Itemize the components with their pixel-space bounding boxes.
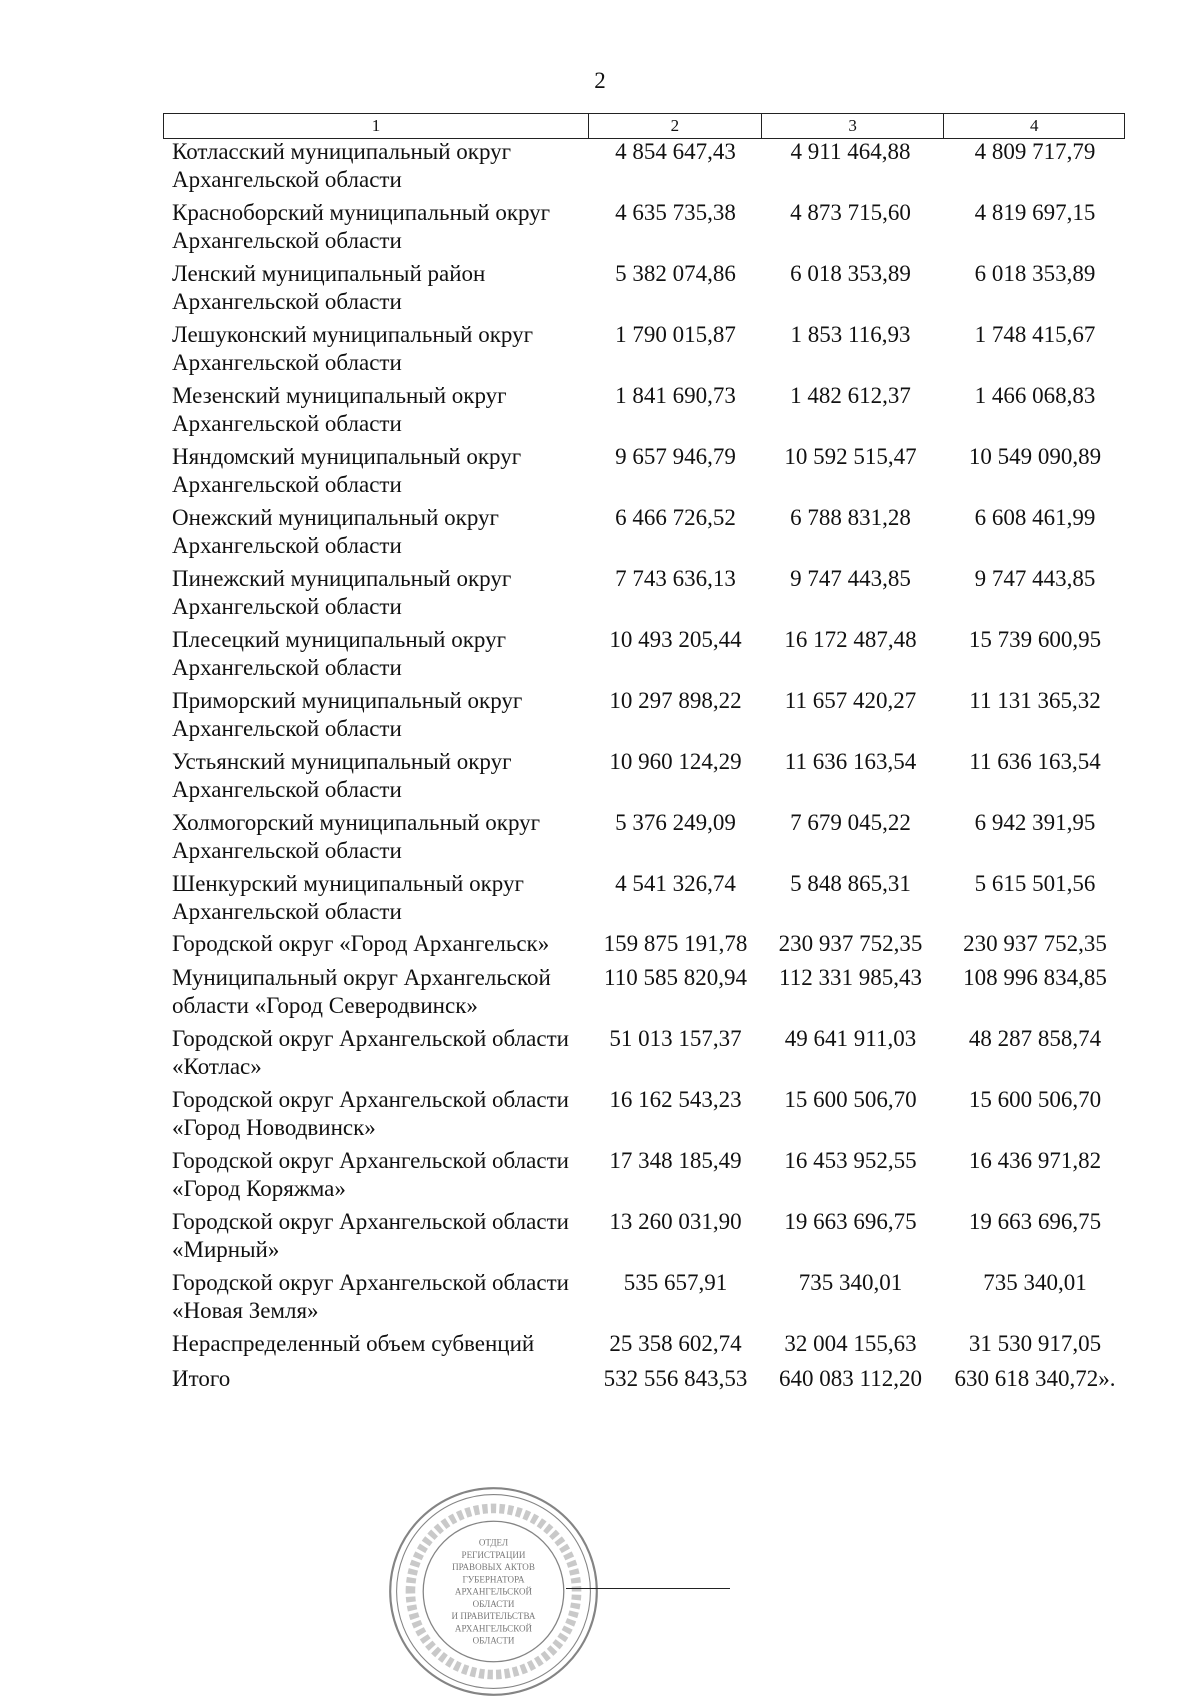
row-name: Итого (172, 1366, 231, 1391)
row-value-col3: 112 331 985,43 (779, 965, 922, 990)
row-name: Городской округ Архангельской области «Мирный» (172, 1209, 569, 1262)
row-value-col4: 6 608 461,99 (974, 505, 1096, 530)
row-value-col3: 15 600 506,70 (784, 1087, 917, 1112)
row-value-col2: 4 541 326,74 (615, 871, 736, 896)
seal-text-line: ОБЛАСТИ (472, 1635, 515, 1646)
row-value-col2: 4 635 735,38 (615, 200, 736, 225)
seal-text-line: РЕГИСТРАЦИИ (461, 1549, 526, 1560)
row-value-col3: 640 083 112,20 (779, 1366, 922, 1391)
row-value-col4: 1 748 415,67 (974, 322, 1096, 347)
row-value-col4: 230 937 752,35 (963, 931, 1107, 956)
row-value-col3: 1 482 612,37 (790, 383, 911, 408)
row-value-col4: 48 287 858,74 (968, 1026, 1102, 1051)
row-name: Шенкурский муниципальный округ Архангельской области (172, 871, 524, 924)
row-value-col3: 19 663 696,75 (784, 1209, 917, 1234)
row-value-col4: 1 466 068,83 (974, 383, 1096, 408)
row-value-col3: 11 657 420,27 (784, 688, 917, 713)
row-value-col4: 4 809 717,79 (974, 139, 1096, 164)
row-value-col2: 51 013 157,37 (609, 1026, 742, 1051)
row-value-col4: 630 618 340,72». (954, 1366, 1116, 1391)
row-name: Городской округ Архангельской области «Новая Земля» (172, 1270, 569, 1323)
row-value-col3: 16 453 952,55 (784, 1148, 917, 1173)
row-value-col4: 4 819 697,15 (974, 200, 1096, 225)
seal-text-line: ОТДЕЛ (478, 1537, 509, 1548)
row-value-col2: 10 297 898,22 (609, 688, 742, 713)
row-value-col4: 31 530 917,05 (968, 1331, 1102, 1356)
row-value-col2: 17 348 185,49 (609, 1148, 742, 1173)
seal-text-line: ГУБЕРНАТОРА (462, 1574, 525, 1585)
row-name: Няндомский муниципальный округ Архангельской области (172, 444, 522, 497)
seal-text-line: ОБЛАСТИ (472, 1598, 515, 1609)
row-value-col2: 5 376 249,09 (615, 810, 736, 835)
row-value-col4: 735 340,01 (983, 1270, 1087, 1295)
row-value-col4: 15 739 600,95 (968, 627, 1102, 652)
row-value-col2: 25 358 602,74 (609, 1331, 742, 1356)
row-value-col3: 1 853 116,93 (790, 322, 911, 347)
row-name: Красноборский муниципальный округ Архангельской области (172, 200, 551, 253)
row-value-col4: 6 942 391,95 (974, 810, 1096, 835)
row-name: Мезенский муниципальный округ Архангельской области (172, 383, 507, 436)
row-value-col2: 532 556 843,53 (603, 1366, 748, 1391)
row-value-col4: 10 549 090,89 (968, 444, 1102, 469)
row-name: Лешуконский муниципальный округ Архангельской области (172, 322, 534, 375)
row-value-col2: 9 657 946,79 (615, 444, 736, 469)
row-value-col3: 9 747 443,85 (790, 566, 911, 591)
row-value-col4: 5 615 501,56 (974, 871, 1096, 896)
row-name: Холмогорский муниципальный округ Архангельской области (172, 810, 541, 863)
row-value-col2: 16 162 543,23 (609, 1087, 742, 1112)
row-value-col3: 16 172 487,48 (784, 627, 917, 652)
row-value-col4: 6 018 353,89 (974, 261, 1096, 286)
column-header-4: 4 (943, 114, 1124, 138)
column-header-1: 1 (371, 116, 381, 135)
row-value-col3: 11 636 163,54 (784, 749, 917, 774)
row-value-col2: 6 466 726,52 (615, 505, 736, 530)
signature-line (566, 1588, 730, 1589)
row-value-col3: 5 848 865,31 (790, 871, 911, 896)
row-name: Городской округ Архангельской области «Город Коряжма» (172, 1148, 569, 1201)
row-value-col4: 9 747 443,85 (974, 566, 1096, 591)
row-value-col3: 49 641 911,03 (784, 1026, 917, 1051)
row-value-col3: 6 788 831,28 (790, 505, 911, 530)
row-name: Плесецкий муниципальный округ Архангельской области (172, 627, 507, 680)
row-value-col3: 6 018 353,89 (790, 261, 911, 286)
row-value-col4: 15 600 506,70 (968, 1087, 1102, 1112)
row-value-col4: 11 636 163,54 (969, 749, 1101, 774)
row-name: Устьянский муниципальный округ Архангельской области (172, 749, 512, 802)
seal-text-line: ПРАВОВЫХ АКТОВ (452, 1562, 535, 1573)
row-value-col3: 32 004 155,63 (784, 1331, 917, 1356)
column-header-2: 2 (588, 114, 761, 138)
row-value-col3: 230 937 752,35 (778, 931, 923, 956)
row-value-col2: 13 260 031,90 (609, 1209, 742, 1234)
row-name: Городской округ Архангельской области «Котлас» (172, 1026, 569, 1079)
seal-text-line: АРХАНГЕЛЬСКОЙ (454, 1623, 533, 1634)
row-name: Городской округ «Город Архангельск» (172, 931, 550, 956)
row-value-col2: 110 585 820,94 (604, 965, 747, 990)
row-value-col3: 4 873 715,60 (790, 200, 911, 225)
row-name: Городской округ Архангельской области «Город Новодвинск» (172, 1087, 569, 1140)
row-value-col4: 19 663 696,75 (968, 1209, 1102, 1234)
row-value-col2: 1 790 015,87 (615, 322, 736, 347)
column-header-3: 3 (761, 114, 944, 138)
row-value-col2: 1 841 690,73 (615, 383, 736, 408)
official-seal-stamp (387, 1485, 600, 1698)
row-name: Муниципальный округ Архангельской области «Город Северодвинск» (172, 965, 551, 1018)
row-name: Ленский муниципальный район Архангельской области (172, 261, 486, 314)
row-value-col3: 10 592 515,47 (784, 444, 917, 469)
row-value-col2: 4 854 647,43 (615, 139, 736, 164)
seal-text-line: И ПРАВИТЕЛЬСТВА (451, 1611, 536, 1622)
row-value-col3: 4 911 464,88 (790, 139, 911, 164)
row-value-col2: 10 960 124,29 (609, 749, 742, 774)
row-value-col3: 735 340,01 (798, 1270, 903, 1295)
row-name: Котласский муниципальный округ Архангельской области (172, 139, 512, 192)
row-value-col2: 159 875 191,78 (603, 931, 748, 956)
row-name: Нераспределенный объем субвенций (172, 1331, 535, 1356)
row-value-col2: 5 382 074,86 (615, 261, 736, 286)
row-value-col4: 108 996 834,85 (963, 965, 1107, 990)
row-value-col2: 10 493 205,44 (609, 627, 742, 652)
row-name: Пинежский муниципальный округ Архангельской области (172, 566, 512, 619)
row-value-col3: 7 679 045,22 (790, 810, 911, 835)
row-name: Онежский муниципальный округ Архангельской области (172, 505, 499, 558)
row-value-col4: 11 131 365,32 (969, 688, 1101, 713)
seal-text-line: АРХАНГЕЛЬСКОЙ (454, 1586, 533, 1597)
row-value-col4: 16 436 971,82 (968, 1148, 1102, 1173)
page-number: 2 (594, 68, 606, 93)
row-value-col2: 535 657,91 (623, 1270, 728, 1295)
row-value-col2: 7 743 636,13 (615, 566, 736, 591)
row-name: Приморский муниципальный округ Архангельской области (172, 688, 523, 741)
